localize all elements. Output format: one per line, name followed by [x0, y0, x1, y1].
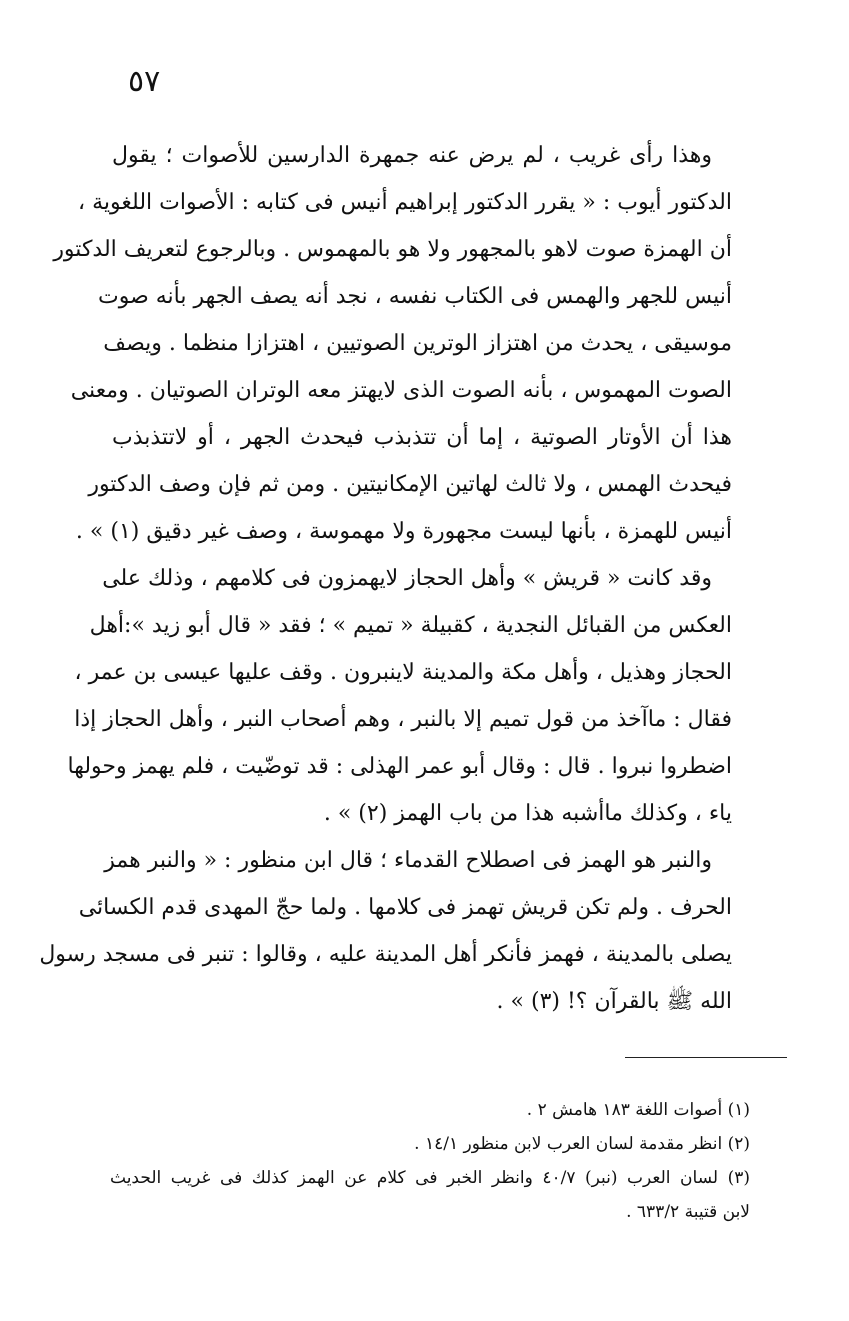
text-line: هذا أن الأوتار الصوتية ، إما أن تتذبذب فيحدث الجهر ، أو لاتتذبذب [112, 425, 732, 450]
text-line: أنيس للهمزة ، بأنها ليست مجهورة ولا مهموسة ، وصف غير دقيق (١) » . [75, 519, 732, 544]
text-line: أنيس للجهر والهمس فى الكتاب نفسه ، نجد أنه يصف الجهر بأنه صوت [98, 284, 732, 309]
footnote-line: (٢) انظر مقدمة لسان العرب لابن منظور ١٤/١ . [414, 1134, 750, 1154]
text-line: الحرف . ولم تكن قريش تهمز فى كلامها . ولما حجّ المهدى قدم الكسائى [78, 895, 732, 920]
page-number: ٥٧ [128, 64, 161, 99]
footnotes [110, 1093, 750, 1229]
footnote-line: (١) أصوات اللغة ١٨٣ هامش ٢ . [526, 1100, 750, 1120]
text-line: الصوت المهموس ، بأنه الصوت الذى لايهتز معه الوتران الصوتيان . ومعنى [70, 378, 732, 403]
text-line: موسيقى ، يحدث من اهتزاز الوترين الصوتيين ، اهتزازا منظما . ويصف [103, 331, 732, 356]
footnote-divider [625, 1057, 787, 1058]
text-line: أن الهمزة صوت لاهو بالمجهور ولا هو بالمهموس . وبالرجوع لتعريف الدكتور [53, 237, 732, 262]
text-line: وهذا رأى غريب ، لم يرض عنه جمهرة الدارسين للأصوات ؛ يقول [112, 143, 712, 168]
text-line: الحجاز وهذيل ، وأهل مكة والمدينة لاينبرون . وقف عليها عيسى بن عمر ، [74, 660, 732, 685]
footnote-line: (٣) لسان العرب (نبر) ٤٠/٧ وانظر الخبر فى كلام عن الهمز كذلك فى غريب الحديث [110, 1168, 750, 1188]
text-line: الله ﷺ بالقرآن ؟! (٣) » . [496, 989, 732, 1014]
text-line: اضطروا نبروا . قال : وقال أبو عمر الهذلى : قد توضّيت ، فلم يهمز وحولها [67, 754, 732, 779]
text-line: وقد كانت « قريش » وأهل الحجاز لايهمزون فى كلامهم ، وذلك على [102, 566, 712, 591]
text-line: يصلى بالمدينة ، فهمز فأنكر أهل المدينة عليه ، وقالوا : تنبر فى مسجد رسول [39, 942, 732, 967]
body-text [39, 132, 732, 1025]
text-line: فقال : ماآخذ من قول تميم إلا بالنبر ، وهم أصحاب النبر ، وأهل الحجاز إذا [74, 707, 732, 732]
text-line: والنبر هو الهمز فى اصطلاح القدماء ؛ قال ابن منظور : « والنبر همز [104, 848, 712, 873]
text-line: فيحدث الهمس ، ولا ثالث لهاتين الإمكانيتين . ومن ثم فإن وصف الدكتور [88, 472, 732, 497]
text-line: ياء ، وكذلك ماأشبه هذا من باب الهمز (٢) » . [323, 801, 732, 826]
text-line: الدكتور أيوب : « يقرر الدكتور إبراهيم أنيس فى كتابه : الأصوات اللغوية ، [78, 190, 732, 215]
text-line: العكس من القبائل النجدية ، كقبيلة « تميم » ؛ فقد « قال أبو زيد »:أهل [89, 613, 732, 638]
footnote-line: لابن قتيبة ٦٣٣/٢ . [626, 1202, 750, 1222]
